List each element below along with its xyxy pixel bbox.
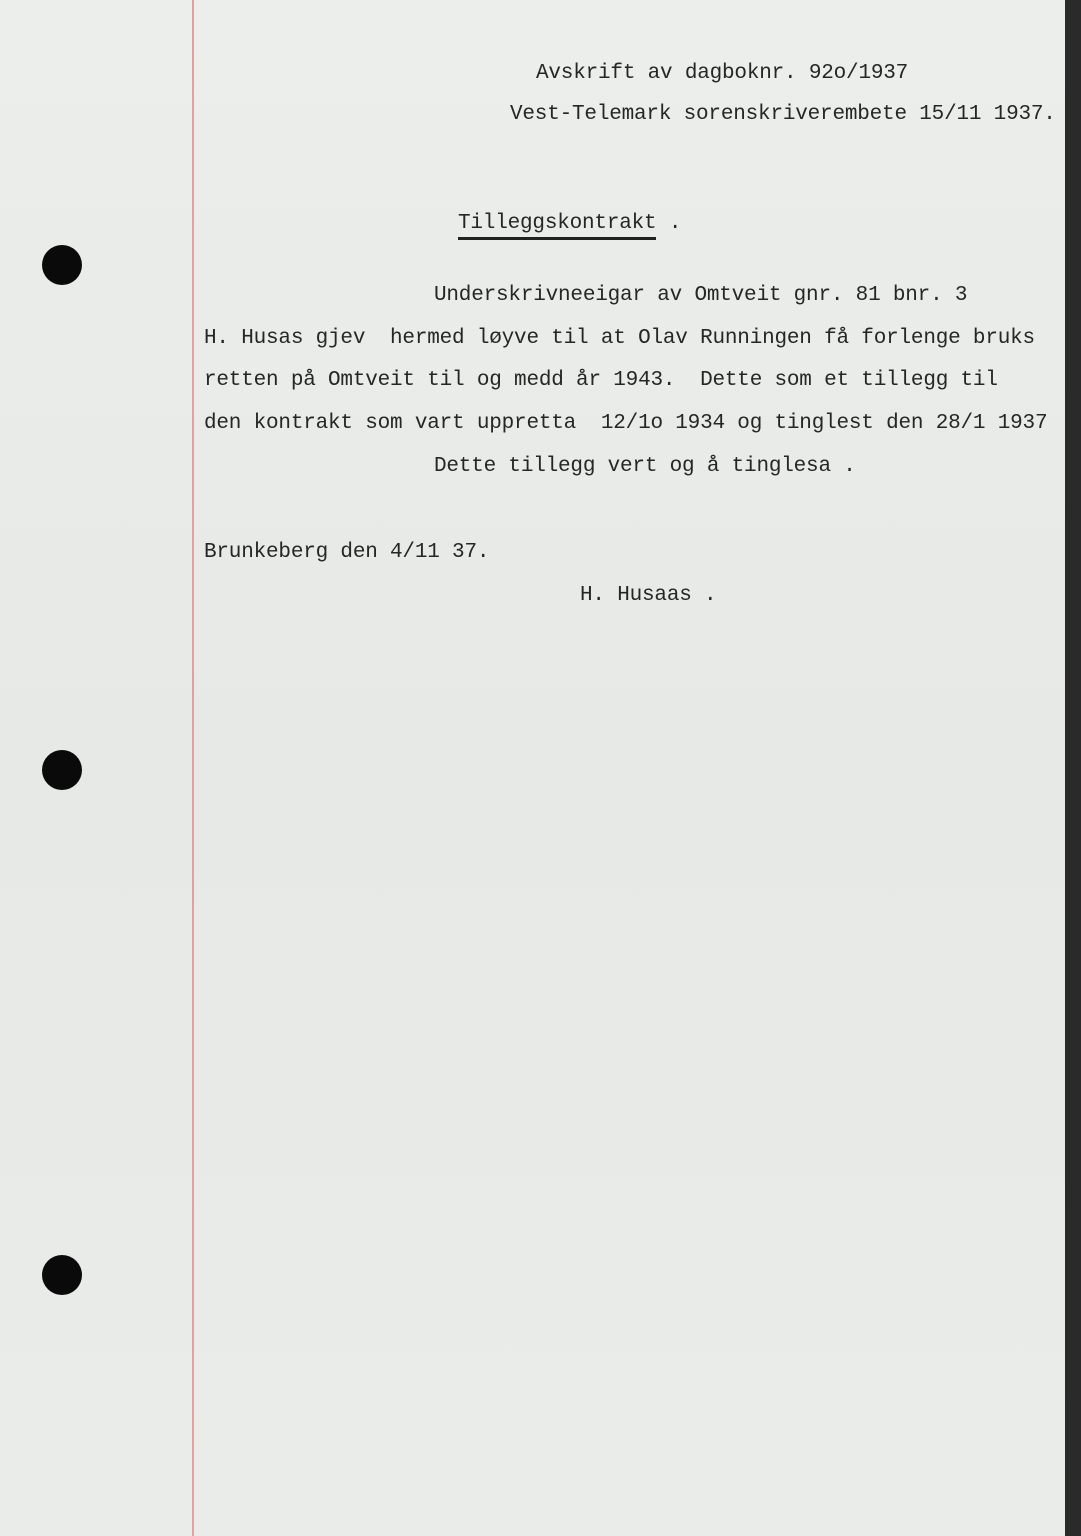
margin-line xyxy=(192,0,194,1536)
title-suffix: . xyxy=(656,212,682,235)
body-line-4: den kontrakt som vart uppretta 12/1o 1934 og tinglest den 28/1 1937 xyxy=(204,412,1048,435)
scan-edge xyxy=(1065,0,1081,1536)
punch-hole xyxy=(42,245,82,285)
punch-hole xyxy=(42,750,82,790)
document-title xyxy=(458,212,681,235)
header-line-2: Vest-Telemark sorenskriverembete 15/11 1937. xyxy=(510,103,1056,126)
body-line-2: H. Husas gjev hermed løyve til at Olav Runningen få forlenge bruks xyxy=(204,327,1035,350)
body-line-1: Underskrivneeigar av Omtveit gnr. 81 bnr. 3 xyxy=(434,284,968,307)
punch-hole xyxy=(42,1255,82,1295)
signature: H. Husaas . xyxy=(580,584,717,607)
title-text: Tilleggskontrakt xyxy=(458,212,656,240)
body-line-3: retten på Omtveit til og medd år 1943. Dette som et tillegg til xyxy=(204,369,998,392)
header-line-1: Avskrift av dagboknr. 92o/1937 xyxy=(536,62,909,85)
place-date: Brunkeberg den 4/11 37. xyxy=(204,541,490,564)
body-line-5: Dette tillegg vert og å tinglesa . xyxy=(434,455,856,478)
